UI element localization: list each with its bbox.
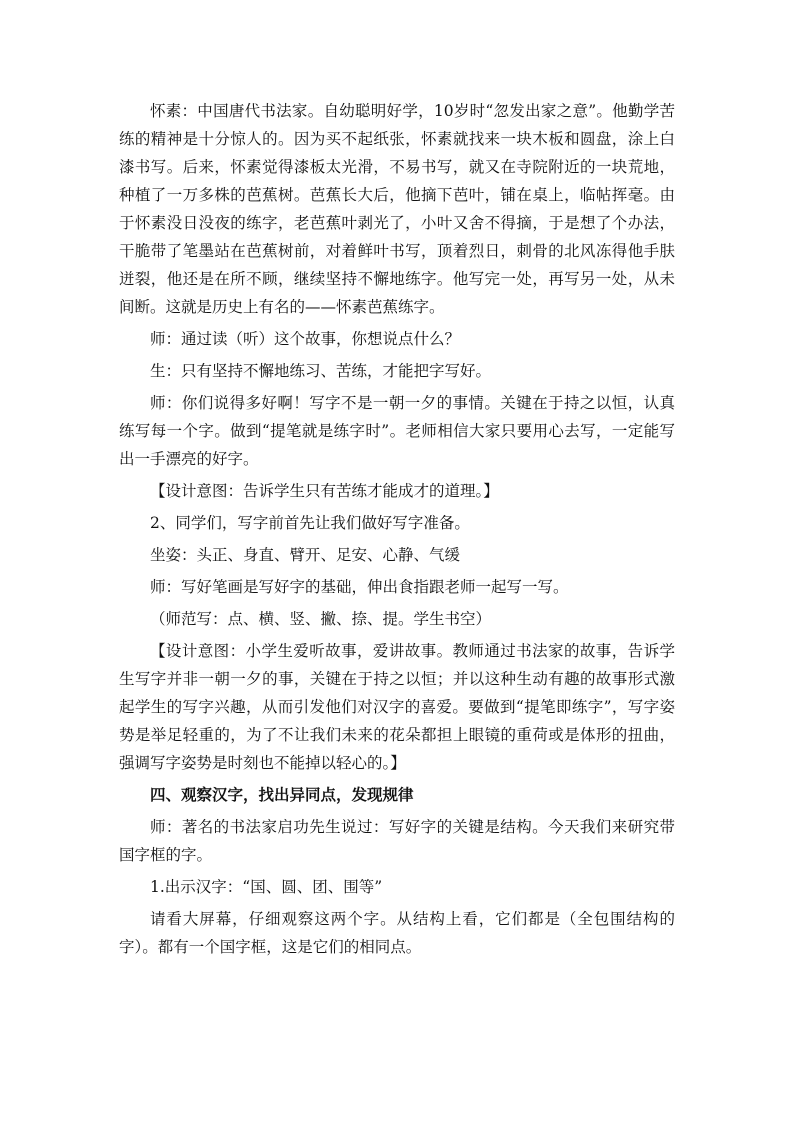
paragraph-design-intent-2: 【设计意图：小学生爱听故事，爱讲故事。教师通过书法家的故事，告诉学生写字并非一朝一夕的事，关键在于持之以恒；并以这种生动有趣的故事形式激起学生的写字兴趣，从而引发他们对汉字的喜爱。要做到“提笔即练字”，写字姿势是举足轻重的，为了不让我们未来的花朵都担上眼镜的重荷或是体形的扭曲，强调写字姿势是时刻也不能掉以轻心的。】 [119,642,675,772]
section-heading-observe: 四、观察汉字，找出异同点，发现规律 [150,785,414,804]
paragraph-student-answer: 生：只有坚持不懈地练习、苦练，才能把字写好。 [150,362,492,380]
paragraph-writing-preparation: 2、同学们，写字前首先让我们做好写字准备。 [150,514,470,532]
paragraph-observe-screen: 请看大屏幕，仔细观察这两个字。从结构上看，它们都是（全包围结构的字）。都有一个国字框，这是它们的相同点。 [119,910,675,956]
paragraph-huaisu-story: 怀素：中国唐代书法家。自幼聪明好学，10岁时“忽发出家之意”。他勤学苦练的精神是十分惊人的。因为买不起纸张，怀素就找来一块木板和圆盘，涂上白漆书写。后来，怀素觉得漆板太光滑，不易书写，就又在寺院附近的一块荒地，种植了一万多株的芭蕉树。芭蕉长大后，他摘下芭叶，铺在桌上，临帖挥毫。由于怀素没日没夜的练字，老芭蕉叶剥光了，小叶又舍不得摘，于是想了个办法，干脆带了笔墨站在芭蕉树前，对着鲜叶书写，顶着烈日，刺骨的北风冻得他手肤迸裂，他还是在所不顾，继续坚持不懈地练字。他写完一处，再写另一处，从未间断。这就是历史上有名的——怀素芭蕉练字。 [119,102,675,316]
paragraph-teacher-demo: （师范写：点、横、竖、撇、捺、提。学生书空） [150,610,492,628]
paragraph-teacher-praise: 师：你们说得多好啊！写字不是一朝一夕的事情。关键在于持之以恒，认真练写每一个字。做到“提笔就是练字时”。老师相信大家只要用心去写，一定能写出一手漂亮的好字。 [119,394,675,468]
paragraph-teacher-question: 师：通过读（听）这个故事，你想说点什么？ [150,330,461,348]
document-body [119,97,675,965]
paragraph-qigong-quote: 师：著名的书法家启功先生说过：写好字的关键是结构。今天我们来研究带国字框的字。 [119,818,675,864]
paragraph-show-characters: 1.出示汉字：“国、圆、团、围等” [150,878,383,896]
paragraph-design-intent-1: 【设计意图：告诉学生只有苦练才能成才的道理。】 [150,482,499,500]
paragraph-strokes-basics: 师：写好笔画是写好字的基础，伸出食指跟老师一起写一写。 [150,578,569,596]
paragraph-sitting-posture: 坐姿：头正、身直、臂开、足安、心静、气缓 [150,546,461,564]
